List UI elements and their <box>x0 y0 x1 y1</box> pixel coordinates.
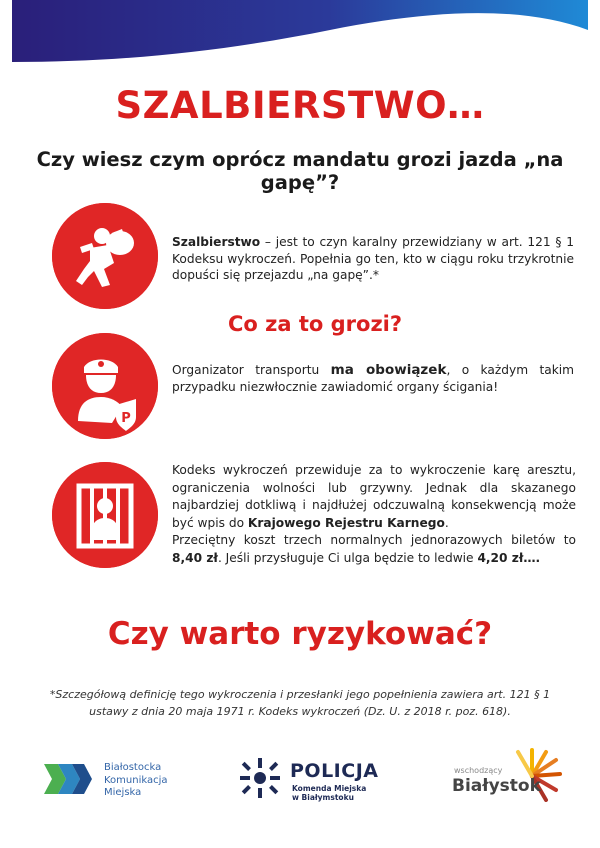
bialystok-logo: wschodzący Białystok <box>452 746 572 806</box>
definition-text: – jest to czyn karalny przewidziany w art. 121 § 1 Kodeksu wykroczeń. Popełnia go ten, kto w ciągu roku trzykrotnie dopuści się przejazdu „na gapę”.* <box>172 235 574 282</box>
policja-logo: POLICJA Komenda Miejska w Białymstoku <box>240 756 400 806</box>
page-subtitle: Czy wiesz czym oprócz mandatu grozi jazda „na gapę”? <box>36 148 564 194</box>
prisoner-icon <box>52 462 158 568</box>
svg-text:P: P <box>121 411 131 426</box>
penalty-paragraph: Kodeks wykroczeń przewiduje za to wykroczenie karę aresztu, ograniczenia wolności lub grzywny. Jednak dla skazanego najbardziej dotkliwą i najdłużej odczuwalną konsekwencją może być wpis do Krajowego Rejestru Karnego. Przeciętny koszt trzech normalnych jednorazowych biletów to 8,40 zł. Jeśli przysługuje Ci ulga będzie to ledwie 4,20 zł…. <box>172 463 576 565</box>
page-title: SZALBIERSTWO… <box>115 84 485 127</box>
police-star-icon <box>240 758 280 798</box>
term-label: Szalbierstwo <box>172 235 261 249</box>
footnote: *Szczegółową definicję tego wykroczenia i przesłanki jego popełnienia zawiera art. 121 § 1 ustawy z dnia 20 maja 1971 r. Kodeks wykroczeń (Dz. U. z 2018 r. poz. 618). <box>49 688 551 718</box>
definition-paragraph <box>172 234 574 284</box>
bkm-logo-mark <box>44 764 94 794</box>
obligation-paragraph: Organizator transportu ma obowiązek, o każdym takim przypadku niezwłocznie zawiadomić organy ścigania! <box>172 362 575 394</box>
price-reduced: 4,20 zł…. <box>477 550 541 565</box>
police-officer-icon <box>52 333 158 439</box>
thief-icon <box>52 203 158 309</box>
price-normal: 8,40 zł <box>172 550 218 565</box>
obligation-emphasis: ma obowiązek <box>330 362 447 378</box>
section-heading-consequences: Co za to grozi? <box>228 312 403 336</box>
risk-question: Czy warto ryzykować? <box>107 616 493 652</box>
header-wave <box>0 0 600 80</box>
registry-label: Krajowego Rejestru Karnego <box>247 515 445 530</box>
bkm-logo: Białostocka Komunikacja Miejska <box>44 762 184 802</box>
